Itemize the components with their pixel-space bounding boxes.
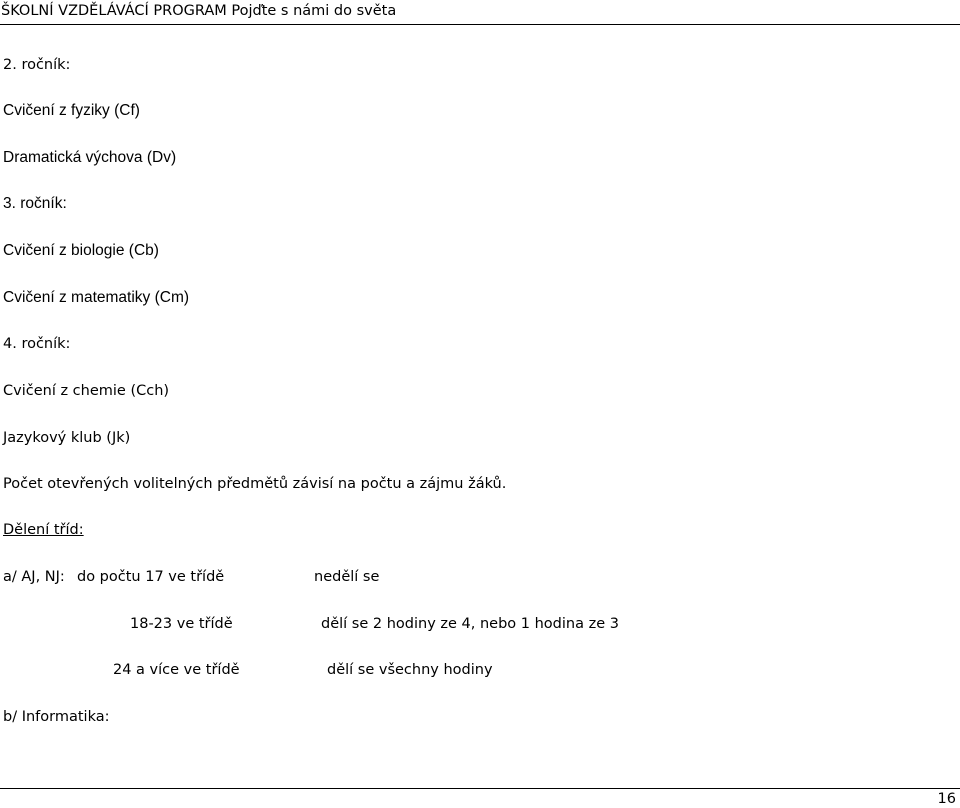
optional-subjects-note: Počet otevřených volitelných předmětů závisí na počtu a zájmu žáků. (3, 476, 507, 492)
division-row-1-rule: nedělí se (314, 569, 380, 585)
division-row-3-count: 24 a více ve třídě (113, 662, 240, 678)
page-number: 16 (937, 791, 956, 807)
grade-4-heading: 4. ročník: (3, 336, 71, 352)
grade-3-heading: 3. ročník: (3, 195, 67, 212)
grade-3-item-2: Cvičení z matematiky (Cm) (3, 289, 190, 306)
header-title: ŠKOLNÍ VZDĚLÁVÁCÍ PROGRAM Pojďte s námi do světa (1, 3, 397, 19)
division-row-1-count: do počtu 17 ve třídě (77, 569, 225, 585)
grade-2-item-1: Cvičení z fyziky (Cf) (3, 102, 140, 119)
grade-3-item-1: Cvičení z biologie (Cb) (3, 242, 159, 259)
division-row-3-rule: dělí se všechny hodiny (327, 662, 493, 678)
grade-2-item-2: Dramatická výchova (Dv) (3, 149, 177, 166)
page-header (0, 0, 960, 25)
grade-4-item-2: Jazykový klub (Jk) (3, 430, 131, 446)
division-heading: Dělení tříd: (3, 522, 84, 538)
grade-2-heading: 2. ročník: (3, 57, 71, 73)
footer-rule (0, 788, 960, 789)
division-a-label: a/ AJ, NJ: (3, 569, 65, 585)
grade-4-item-1: Cvičení z chemie (Cch) (3, 383, 170, 399)
division-b-label: b/ Informatika: (3, 709, 110, 725)
division-row-2-count: 18-23 ve třídě (130, 616, 233, 632)
division-row-2-rule: dělí se 2 hodiny ze 4, nebo 1 hodina ze 3 (321, 616, 619, 632)
